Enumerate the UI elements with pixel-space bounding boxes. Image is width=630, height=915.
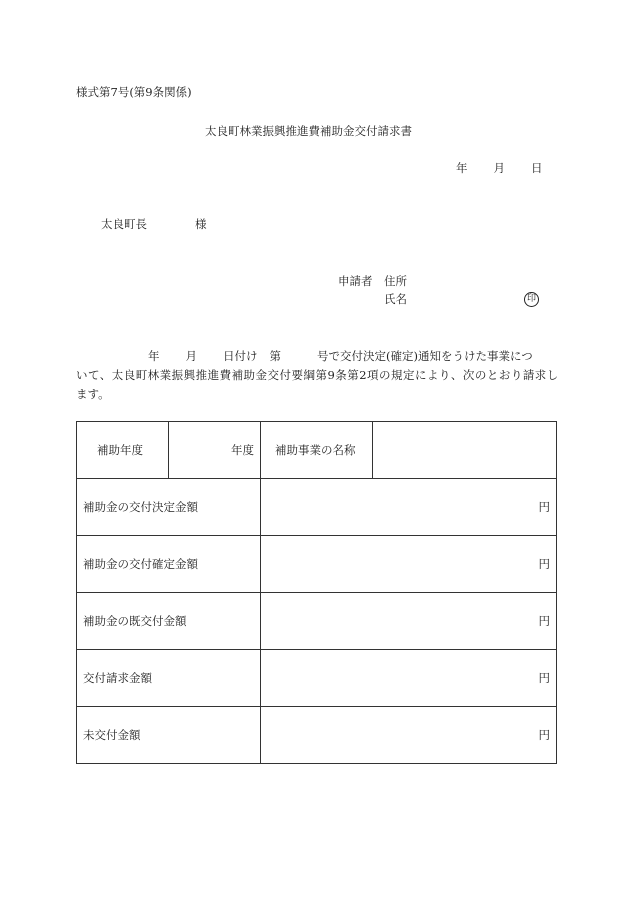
table-row (77, 536, 557, 593)
seal-mark: 印 (524, 292, 539, 307)
request-table (76, 421, 557, 764)
notice-number-rest: 号で交付決定(確定)通知をうけた事業につ (317, 349, 533, 363)
applicant-name-label: 氏名 (384, 292, 407, 306)
date-line (456, 161, 543, 175)
request-paragraph (76, 347, 558, 404)
table-row (77, 479, 557, 536)
form-number: 様式第7号(第9条関係) (76, 85, 192, 99)
decided-amount-field[interactable]: 円 (261, 479, 557, 536)
applicant-address-label: 住所 (384, 274, 407, 288)
notice-number-prefix: 第 (269, 349, 281, 363)
decided-amount-label: 補助金の交付決定金額 (77, 479, 261, 536)
fiscal-year-row (77, 422, 557, 479)
unpaid-amount-label: 未交付金額 (77, 707, 261, 764)
confirmed-amount-label: 補助金の交付確定金額 (77, 536, 261, 593)
document-title: 太良町林業振興推進費補助金交付請求書 (205, 124, 412, 138)
notice-date-suffix: 日付け (223, 349, 258, 363)
paragraph-line-2: いて、太良町林業振興推進費補助金交付要綱第9条第2項の規定により、次のとおり請求し (76, 368, 558, 382)
date-year: 年 (456, 161, 468, 175)
table-row (77, 593, 557, 650)
already-paid-amount-label: 補助金の既交付金額 (77, 593, 261, 650)
fiscal-year-label: 補助年度 (77, 422, 169, 479)
notice-month: 月 (185, 349, 197, 363)
already-paid-amount-field[interactable]: 円 (261, 593, 557, 650)
table-row (77, 650, 557, 707)
addressee-name: 太良町長 (101, 217, 147, 231)
date-month: 月 (493, 161, 505, 175)
table-row (77, 707, 557, 764)
request-amount-field[interactable]: 円 (261, 650, 557, 707)
fiscal-year-field[interactable]: 年度 (169, 422, 261, 479)
request-amount-label: 交付請求金額 (77, 650, 261, 707)
date-day: 日 (531, 161, 543, 175)
notice-year: 年 (148, 349, 160, 363)
project-name-label: 補助事業の名称 (261, 422, 373, 479)
paragraph-line-1 (76, 347, 558, 366)
paragraph-line-3: ます。 (76, 387, 110, 401)
addressee-honorific: 様 (195, 217, 207, 231)
addressee (101, 217, 207, 231)
confirmed-amount-field[interactable]: 円 (261, 536, 557, 593)
applicant-label: 申請者 (338, 274, 373, 288)
unpaid-amount-field[interactable]: 円 (261, 707, 557, 764)
project-name-field[interactable] (373, 422, 557, 479)
